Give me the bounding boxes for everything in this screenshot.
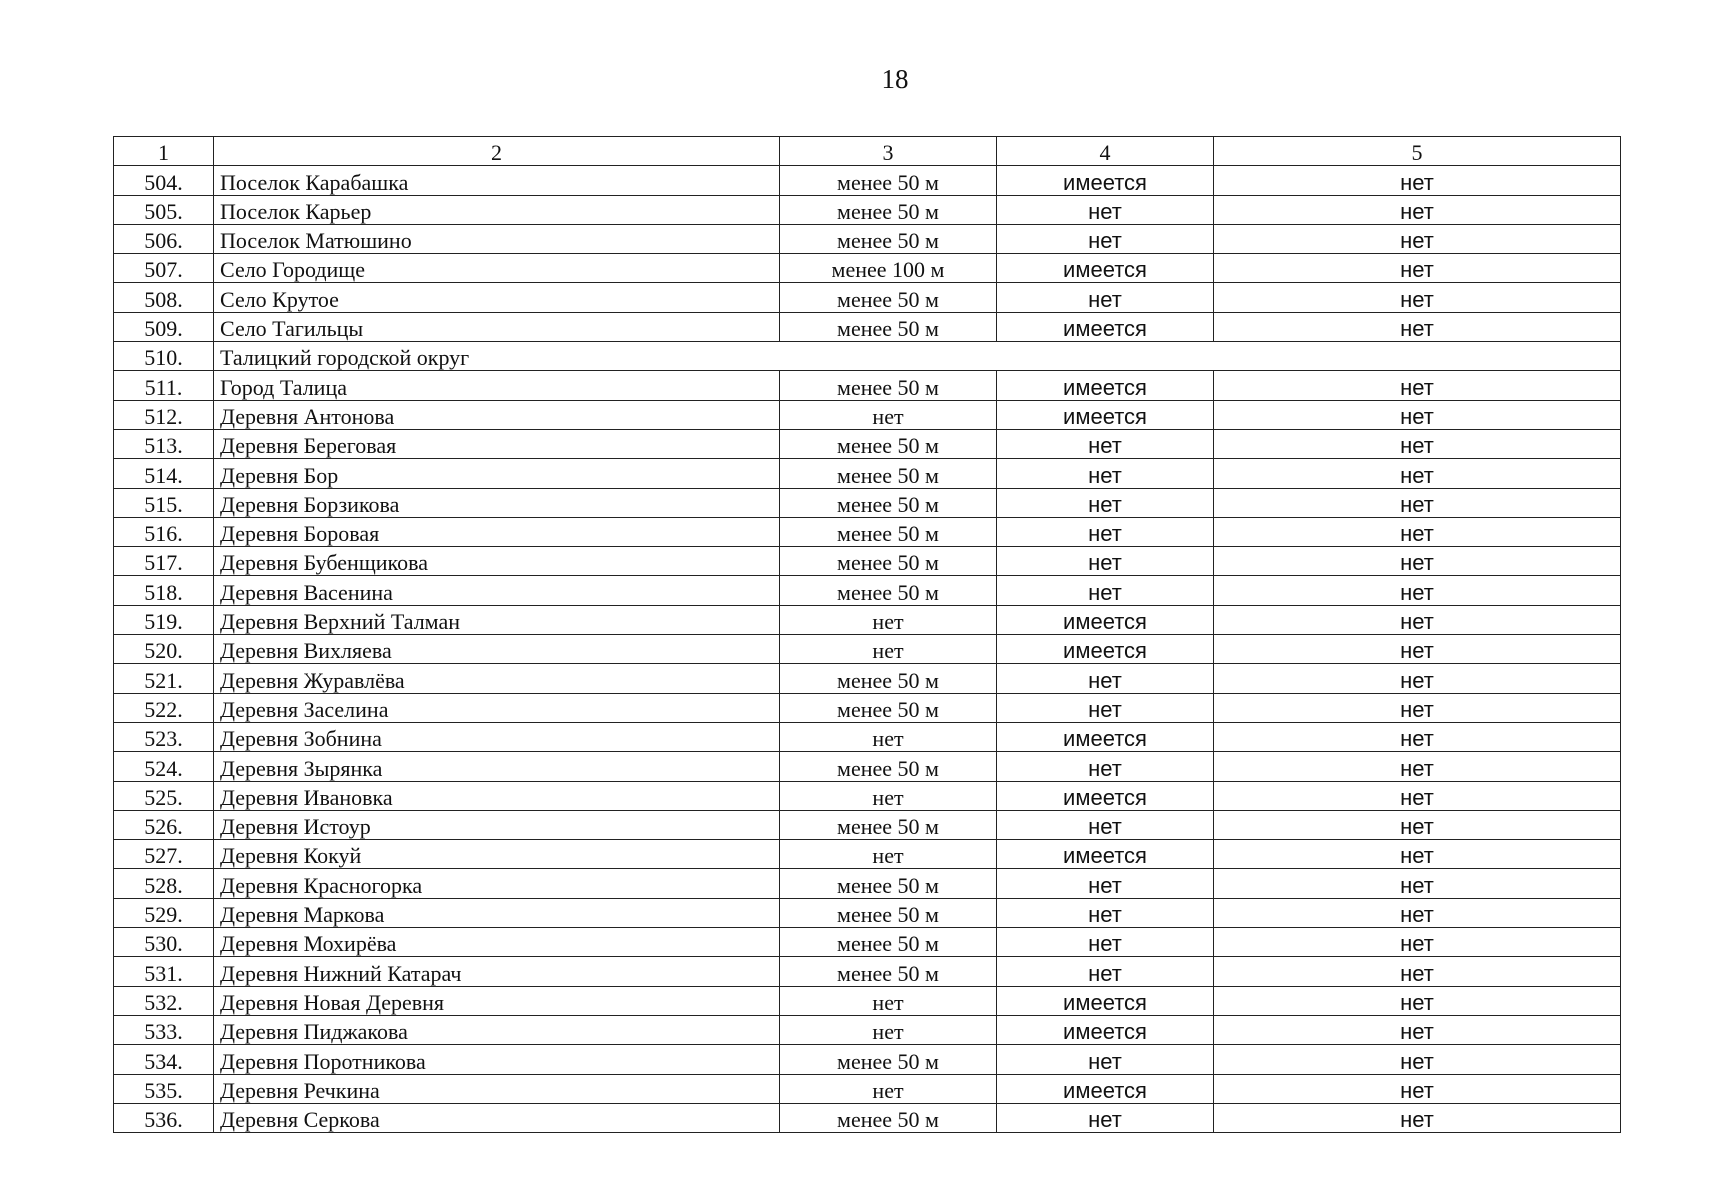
settlement-name-cell: Село Городище [214, 254, 780, 283]
table-row [114, 635, 1621, 664]
status-cell: нет [1214, 869, 1621, 898]
distance-cell: менее 50 м [780, 752, 997, 781]
row-number-cell: 529. [114, 898, 214, 927]
status-cell: нет [1214, 166, 1621, 195]
table-row [114, 1045, 1621, 1074]
status-cell: нет [1214, 898, 1621, 927]
availability-cell: нет [997, 810, 1214, 839]
availability-cell: имеется [997, 371, 1214, 400]
row-number-cell: 514. [114, 459, 214, 488]
availability-cell: нет [997, 488, 1214, 517]
table-row [114, 722, 1621, 751]
status-cell: нет [1214, 957, 1621, 986]
distance-cell: менее 50 м [780, 869, 997, 898]
availability-cell: нет [997, 576, 1214, 605]
distance-cell: менее 50 м [780, 488, 997, 517]
availability-cell: имеется [997, 1015, 1214, 1044]
settlement-name-cell: Поселок Карабашка [214, 166, 780, 195]
status-cell: нет [1214, 312, 1621, 341]
row-number-cell: 520. [114, 635, 214, 664]
status-cell: нет [1214, 488, 1621, 517]
row-number-cell: 531. [114, 957, 214, 986]
table-row [114, 459, 1621, 488]
table-row [114, 488, 1621, 517]
settlement-name-cell: Деревня Журавлёва [214, 664, 780, 693]
status-cell: нет [1214, 635, 1621, 664]
row-number-cell: 509. [114, 312, 214, 341]
table-body [114, 137, 1621, 1133]
settlement-name-cell: Город Талица [214, 371, 780, 400]
row-number-cell: 517. [114, 547, 214, 576]
settlement-name-cell: Деревня Новая Деревня [214, 986, 780, 1015]
settlement-name-cell: Деревня Пиджакова [214, 1015, 780, 1044]
distance-cell: менее 50 м [780, 810, 997, 839]
status-cell: нет [1214, 371, 1621, 400]
availability-cell: нет [997, 283, 1214, 312]
availability-cell: имеется [997, 840, 1214, 869]
status-cell: нет [1214, 400, 1621, 429]
availability-cell: нет [997, 928, 1214, 957]
distance-cell: менее 50 м [780, 312, 997, 341]
availability-cell: имеется [997, 635, 1214, 664]
settlement-name-cell: Деревня Серкова [214, 1103, 780, 1132]
status-cell: нет [1214, 254, 1621, 283]
status-cell: нет [1214, 547, 1621, 576]
status-cell: нет [1214, 752, 1621, 781]
table-row [114, 547, 1621, 576]
settlement-name-cell: Деревня Васенина [214, 576, 780, 605]
row-number-cell: 530. [114, 928, 214, 957]
availability-cell: имеется [997, 400, 1214, 429]
status-cell: нет [1214, 605, 1621, 634]
availability-cell: нет [997, 1045, 1214, 1074]
row-number-cell: 504. [114, 166, 214, 195]
status-cell: нет [1214, 986, 1621, 1015]
table-row [114, 195, 1621, 224]
settlement-name-cell: Деревня Истоур [214, 810, 780, 839]
settlement-name-cell: Деревня Зобнина [214, 722, 780, 751]
status-cell: нет [1214, 1103, 1621, 1132]
status-cell: нет [1214, 224, 1621, 253]
table-row [114, 928, 1621, 957]
row-number-cell: 524. [114, 752, 214, 781]
availability-cell: нет [997, 429, 1214, 458]
settlement-name-cell: Деревня Антонова [214, 400, 780, 429]
column-header: 1 [114, 137, 214, 166]
distance-cell: менее 50 м [780, 928, 997, 957]
distance-cell: менее 50 м [780, 1103, 997, 1132]
distance-cell: менее 50 м [780, 166, 997, 195]
table-row [114, 781, 1621, 810]
table-row [114, 840, 1621, 869]
distance-cell: нет [780, 400, 997, 429]
row-number-cell: 522. [114, 693, 214, 722]
row-number-cell: 535. [114, 1074, 214, 1103]
table-row [114, 898, 1621, 927]
settlement-name-cell: Поселок Матюшино [214, 224, 780, 253]
row-number-cell: 513. [114, 429, 214, 458]
distance-cell: менее 50 м [780, 195, 997, 224]
table-row [114, 312, 1621, 341]
settlement-name-cell: Деревня Верхний Талман [214, 605, 780, 634]
availability-cell: имеется [997, 1074, 1214, 1103]
table-row [114, 1103, 1621, 1132]
availability-cell: имеется [997, 312, 1214, 341]
distance-cell: нет [780, 986, 997, 1015]
row-number-cell: 511. [114, 371, 214, 400]
settlement-name-cell: Село Тагильцы [214, 312, 780, 341]
status-cell: нет [1214, 664, 1621, 693]
row-number-cell: 516. [114, 517, 214, 546]
status-cell: нет [1214, 429, 1621, 458]
row-number-cell: 532. [114, 986, 214, 1015]
table-row [114, 986, 1621, 1015]
settlement-name-cell: Деревня Мохирёва [214, 928, 780, 957]
distance-cell: нет [780, 635, 997, 664]
settlement-name-cell: Село Крутое [214, 283, 780, 312]
row-number-cell: 536. [114, 1103, 214, 1132]
distance-cell: менее 50 м [780, 1045, 997, 1074]
table-row [114, 869, 1621, 898]
status-cell: нет [1214, 928, 1621, 957]
distance-cell: нет [780, 1074, 997, 1103]
availability-cell: имеется [997, 166, 1214, 195]
table-row [114, 1074, 1621, 1103]
row-number-cell: 526. [114, 810, 214, 839]
settlement-name-cell: Деревня Маркова [214, 898, 780, 927]
table-row [114, 224, 1621, 253]
table-row [114, 810, 1621, 839]
distance-cell: менее 50 м [780, 664, 997, 693]
settlement-name-cell: Деревня Боровая [214, 517, 780, 546]
distance-cell: менее 100 м [780, 254, 997, 283]
status-cell: нет [1214, 1074, 1621, 1103]
row-number-cell: 507. [114, 254, 214, 283]
row-number-cell: 515. [114, 488, 214, 517]
availability-cell: нет [997, 547, 1214, 576]
row-number-cell: 512. [114, 400, 214, 429]
settlement-name-cell: Деревня Красногорка [214, 869, 780, 898]
table-row [114, 752, 1621, 781]
distance-cell: менее 50 м [780, 576, 997, 605]
availability-cell: имеется [997, 986, 1214, 1015]
availability-cell: нет [997, 1103, 1214, 1132]
distance-cell: менее 50 м [780, 957, 997, 986]
status-cell: нет [1214, 1045, 1621, 1074]
availability-cell: нет [997, 459, 1214, 488]
availability-cell: нет [997, 957, 1214, 986]
status-cell: нет [1214, 1015, 1621, 1044]
table-row [114, 254, 1621, 283]
row-number-cell: 534. [114, 1045, 214, 1074]
table-row [114, 400, 1621, 429]
status-cell: нет [1214, 195, 1621, 224]
availability-cell: имеется [997, 605, 1214, 634]
page-number: 18 [881, 64, 909, 94]
status-cell: нет [1214, 693, 1621, 722]
settlement-name-cell: Деревня Бубенщикова [214, 547, 780, 576]
settlement-name-cell: Поселок Карьер [214, 195, 780, 224]
row-number-cell: 528. [114, 869, 214, 898]
table-row [114, 166, 1621, 195]
row-number-cell: 533. [114, 1015, 214, 1044]
distance-cell: менее 50 м [780, 371, 997, 400]
settlement-name-cell: Деревня Заселина [214, 693, 780, 722]
distance-cell: менее 50 м [780, 429, 997, 458]
settlement-name-cell: Деревня Вихляева [214, 635, 780, 664]
column-header: 5 [1214, 137, 1621, 166]
distance-cell: менее 50 м [780, 898, 997, 927]
table-row [114, 283, 1621, 312]
table-row [114, 693, 1621, 722]
status-cell: нет [1214, 576, 1621, 605]
table-row [114, 576, 1621, 605]
settlement-name-cell: Деревня Ивановка [214, 781, 780, 810]
distance-cell: менее 50 м [780, 283, 997, 312]
column-header: 4 [997, 137, 1214, 166]
distance-cell: нет [780, 722, 997, 751]
distance-cell: менее 50 м [780, 224, 997, 253]
table-row [114, 957, 1621, 986]
settlement-name-cell: Деревня Зырянка [214, 752, 780, 781]
row-number-cell: 521. [114, 664, 214, 693]
distance-cell: менее 50 м [780, 693, 997, 722]
availability-cell: имеется [997, 781, 1214, 810]
status-cell: нет [1214, 283, 1621, 312]
distance-cell: нет [780, 840, 997, 869]
availability-cell: нет [997, 224, 1214, 253]
table-row [114, 371, 1621, 400]
settlement-name-cell: Деревня Бор [214, 459, 780, 488]
row-number-cell: 519. [114, 605, 214, 634]
row-number-cell: 506. [114, 224, 214, 253]
status-cell: нет [1214, 722, 1621, 751]
availability-cell: имеется [997, 254, 1214, 283]
settlement-name-cell: Деревня Поротникова [214, 1045, 780, 1074]
availability-cell: нет [997, 517, 1214, 546]
row-number-cell: 523. [114, 722, 214, 751]
settlement-name-cell: Деревня Береговая [214, 429, 780, 458]
distance-cell: менее 50 м [780, 459, 997, 488]
availability-cell: нет [997, 664, 1214, 693]
table-row [114, 517, 1621, 546]
column-number-header-row [114, 137, 1621, 166]
row-number-cell: 510. [114, 342, 214, 371]
table-row [114, 605, 1621, 634]
distance-cell: менее 50 м [780, 547, 997, 576]
row-number-cell: 527. [114, 840, 214, 869]
availability-cell: нет [997, 195, 1214, 224]
column-header: 3 [780, 137, 997, 166]
table-row [114, 664, 1621, 693]
distance-cell: нет [780, 605, 997, 634]
row-number-cell: 518. [114, 576, 214, 605]
table-row [114, 429, 1621, 458]
availability-cell: нет [997, 693, 1214, 722]
row-number-cell: 508. [114, 283, 214, 312]
settlements-table [113, 136, 1621, 1133]
availability-cell: нет [997, 752, 1214, 781]
settlement-name-cell: Деревня Борзикова [214, 488, 780, 517]
availability-cell: нет [997, 869, 1214, 898]
availability-cell: имеется [997, 722, 1214, 751]
distance-cell: нет [780, 781, 997, 810]
settlement-name-cell: Деревня Нижний Катарач [214, 957, 780, 986]
settlement-name-cell: Деревня Кокуй [214, 840, 780, 869]
distance-cell: нет [780, 1015, 997, 1044]
status-cell: нет [1214, 840, 1621, 869]
availability-cell: нет [997, 898, 1214, 927]
row-number-cell: 525. [114, 781, 214, 810]
district-name-cell: Талицкий городской округ [214, 342, 1621, 371]
status-cell: нет [1214, 810, 1621, 839]
status-cell: нет [1214, 781, 1621, 810]
distance-cell: менее 50 м [780, 517, 997, 546]
status-cell: нет [1214, 517, 1621, 546]
settlement-name-cell: Деревня Речкина [214, 1074, 780, 1103]
table-row [114, 1015, 1621, 1044]
table-row [114, 342, 1621, 371]
status-cell: нет [1214, 459, 1621, 488]
column-header: 2 [214, 137, 780, 166]
row-number-cell: 505. [114, 195, 214, 224]
